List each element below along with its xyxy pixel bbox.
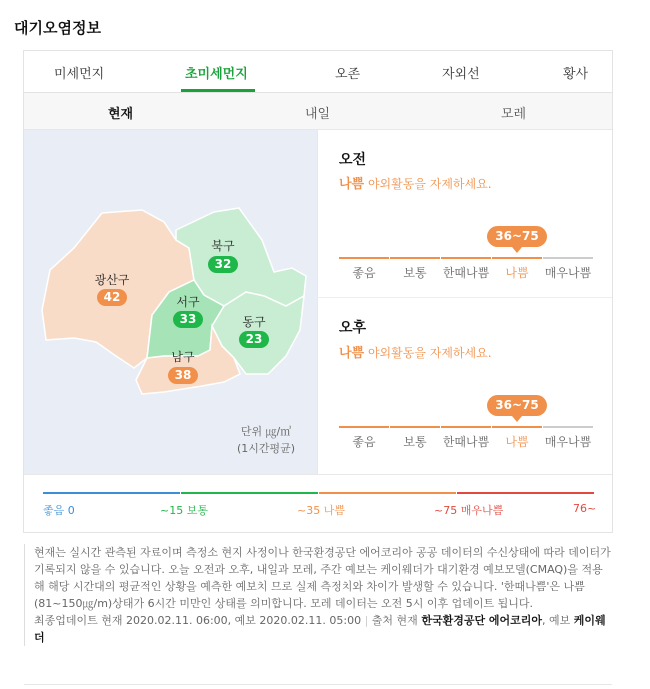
info-note	[24, 544, 612, 646]
note-text: 현재는 실시간 관측된 자료이며 측정소 현지 사정이나 한국환경공단 에어코리아 공공 데이터의 수신상태에 따라 데이터가 기록되지 않을 수 있습니다. 오늘 오전과 오후, 내일과 모레, 주간 예보는 케이웨더가 대기환경 예보모델(CMAQ)을 적용해 해당 시간대의 평균적인 상황을 예측한 예보치 므로 실제 측정치와 차이가 발생할 수 있습니다. '한때나쁨'은 나쁨(81~150㎍/m)상태가 6시간 미만인 상태를 의미합니다. 모레 데이터는 오전 5시 이후 업데이트 됩니다.	[34, 546, 611, 610]
scale-seg-very-bad	[543, 257, 593, 259]
scale-seg-sometimes-bad	[441, 426, 491, 428]
region-value-dong: 23	[239, 331, 269, 348]
forecast-status-am	[339, 173, 492, 192]
legend-seg-normal	[181, 492, 318, 494]
scale-seg-normal	[390, 257, 440, 259]
scale-label: 보통	[403, 435, 427, 449]
region-name-dong: 동구	[242, 315, 266, 329]
forecast-status-pm	[339, 342, 492, 361]
region-value-buk: 32	[208, 256, 238, 273]
legend-seg-very-bad	[457, 492, 594, 494]
pollution-legend	[24, 474, 612, 532]
scale-label: 매우나쁨	[544, 435, 592, 449]
scale-label: 매우나쁨	[544, 266, 592, 280]
air-quality-card	[23, 50, 613, 533]
tab-day-after[interactable]: 모레	[501, 107, 527, 122]
scale-label: 보통	[403, 266, 427, 280]
legend-label-bad: ~35 나쁨	[297, 504, 345, 517]
region-name-buk: 북구	[211, 239, 235, 253]
scale-bar-am	[339, 257, 593, 259]
bottom-divider	[24, 684, 612, 685]
scale-seg-normal	[390, 426, 440, 428]
forecast-period-am: 오전	[339, 152, 367, 168]
day-tabs	[24, 93, 612, 130]
forecast-panel	[317, 130, 612, 474]
unit-note: 단위 ㎍/㎥ (1시간평균)	[237, 425, 296, 455]
legend-seg-bad	[319, 492, 456, 494]
tab-ultrafine-dust[interactable]: 초미세먼지	[185, 67, 248, 82]
tab-ozone[interactable]: 오존	[335, 67, 361, 82]
scale-seg-sometimes-bad	[441, 257, 491, 259]
status-message-am: 야외활동을 자제하세요.	[367, 177, 492, 191]
scale-seg-bad	[492, 426, 542, 428]
status-word-am: 나쁨	[339, 177, 365, 192]
forecast-period-pm: 오후	[339, 320, 367, 336]
source-link-airkorea[interactable]: 한국환경공단 에어코리아	[421, 614, 543, 627]
tab-yellow-dust[interactable]: 황사	[563, 67, 589, 82]
page-title: 대기오염정보	[14, 19, 101, 37]
region-name-gwangsan: 광산구	[94, 273, 130, 287]
am-pm-divider	[317, 297, 612, 298]
region-value-seo: 33	[173, 311, 203, 328]
scale-label: 좋음	[352, 266, 376, 280]
region-value-nam: 38	[168, 367, 198, 384]
status-word-pm: 나쁨	[339, 346, 365, 361]
scale-label: 좋음	[352, 435, 376, 449]
scale-label: 나쁨	[505, 435, 529, 449]
tab-now[interactable]: 현재	[108, 107, 134, 122]
tab-uv[interactable]: 자외선	[442, 67, 480, 82]
separator: |	[364, 614, 372, 627]
tab-fine-dust[interactable]: 미세먼지	[54, 67, 105, 82]
pollutant-tabs	[24, 51, 612, 93]
range-pill-am: 36~75	[487, 226, 547, 247]
region-name-seo: 서구	[176, 295, 200, 309]
status-message-pm: 야외활동을 자제하세요.	[367, 346, 492, 360]
source-mid: , 예보	[542, 614, 571, 627]
source-link-kweather[interactable]: 케이웨더	[34, 614, 606, 644]
legend-label-good: 좋음 0	[43, 504, 75, 517]
legend-label-max: 76~	[573, 502, 597, 515]
region-name-nam: 남구	[171, 350, 195, 364]
note-updated-line	[34, 612, 612, 646]
legend-seg-good	[43, 492, 180, 494]
scale-label: 한때나쁨	[442, 435, 490, 449]
scale-seg-bad	[492, 257, 542, 259]
legend-label-normal: ~15 보통	[160, 504, 208, 517]
legend-label-very-bad: ~75 매우나쁨	[434, 504, 504, 517]
scale-label: 한때나쁨	[442, 266, 490, 280]
tab-tomorrow[interactable]: 내일	[305, 107, 331, 122]
scale-bar-pm	[339, 426, 593, 428]
scale-seg-very-bad	[543, 426, 593, 428]
source-prefix: 출처 현재	[371, 614, 418, 627]
update-time: 최종업데이트 현재 2020.02.11. 06:00, 예보 2020.02.11. 05:00	[34, 614, 362, 627]
scale-seg-good	[339, 426, 389, 428]
region-value-gwangsan: 42	[97, 289, 127, 306]
scale-seg-good	[339, 257, 389, 259]
region-map	[24, 130, 317, 474]
range-pill-pm: 36~75	[487, 395, 547, 416]
scale-label: 나쁨	[505, 266, 529, 280]
active-tab-indicator	[181, 89, 255, 92]
